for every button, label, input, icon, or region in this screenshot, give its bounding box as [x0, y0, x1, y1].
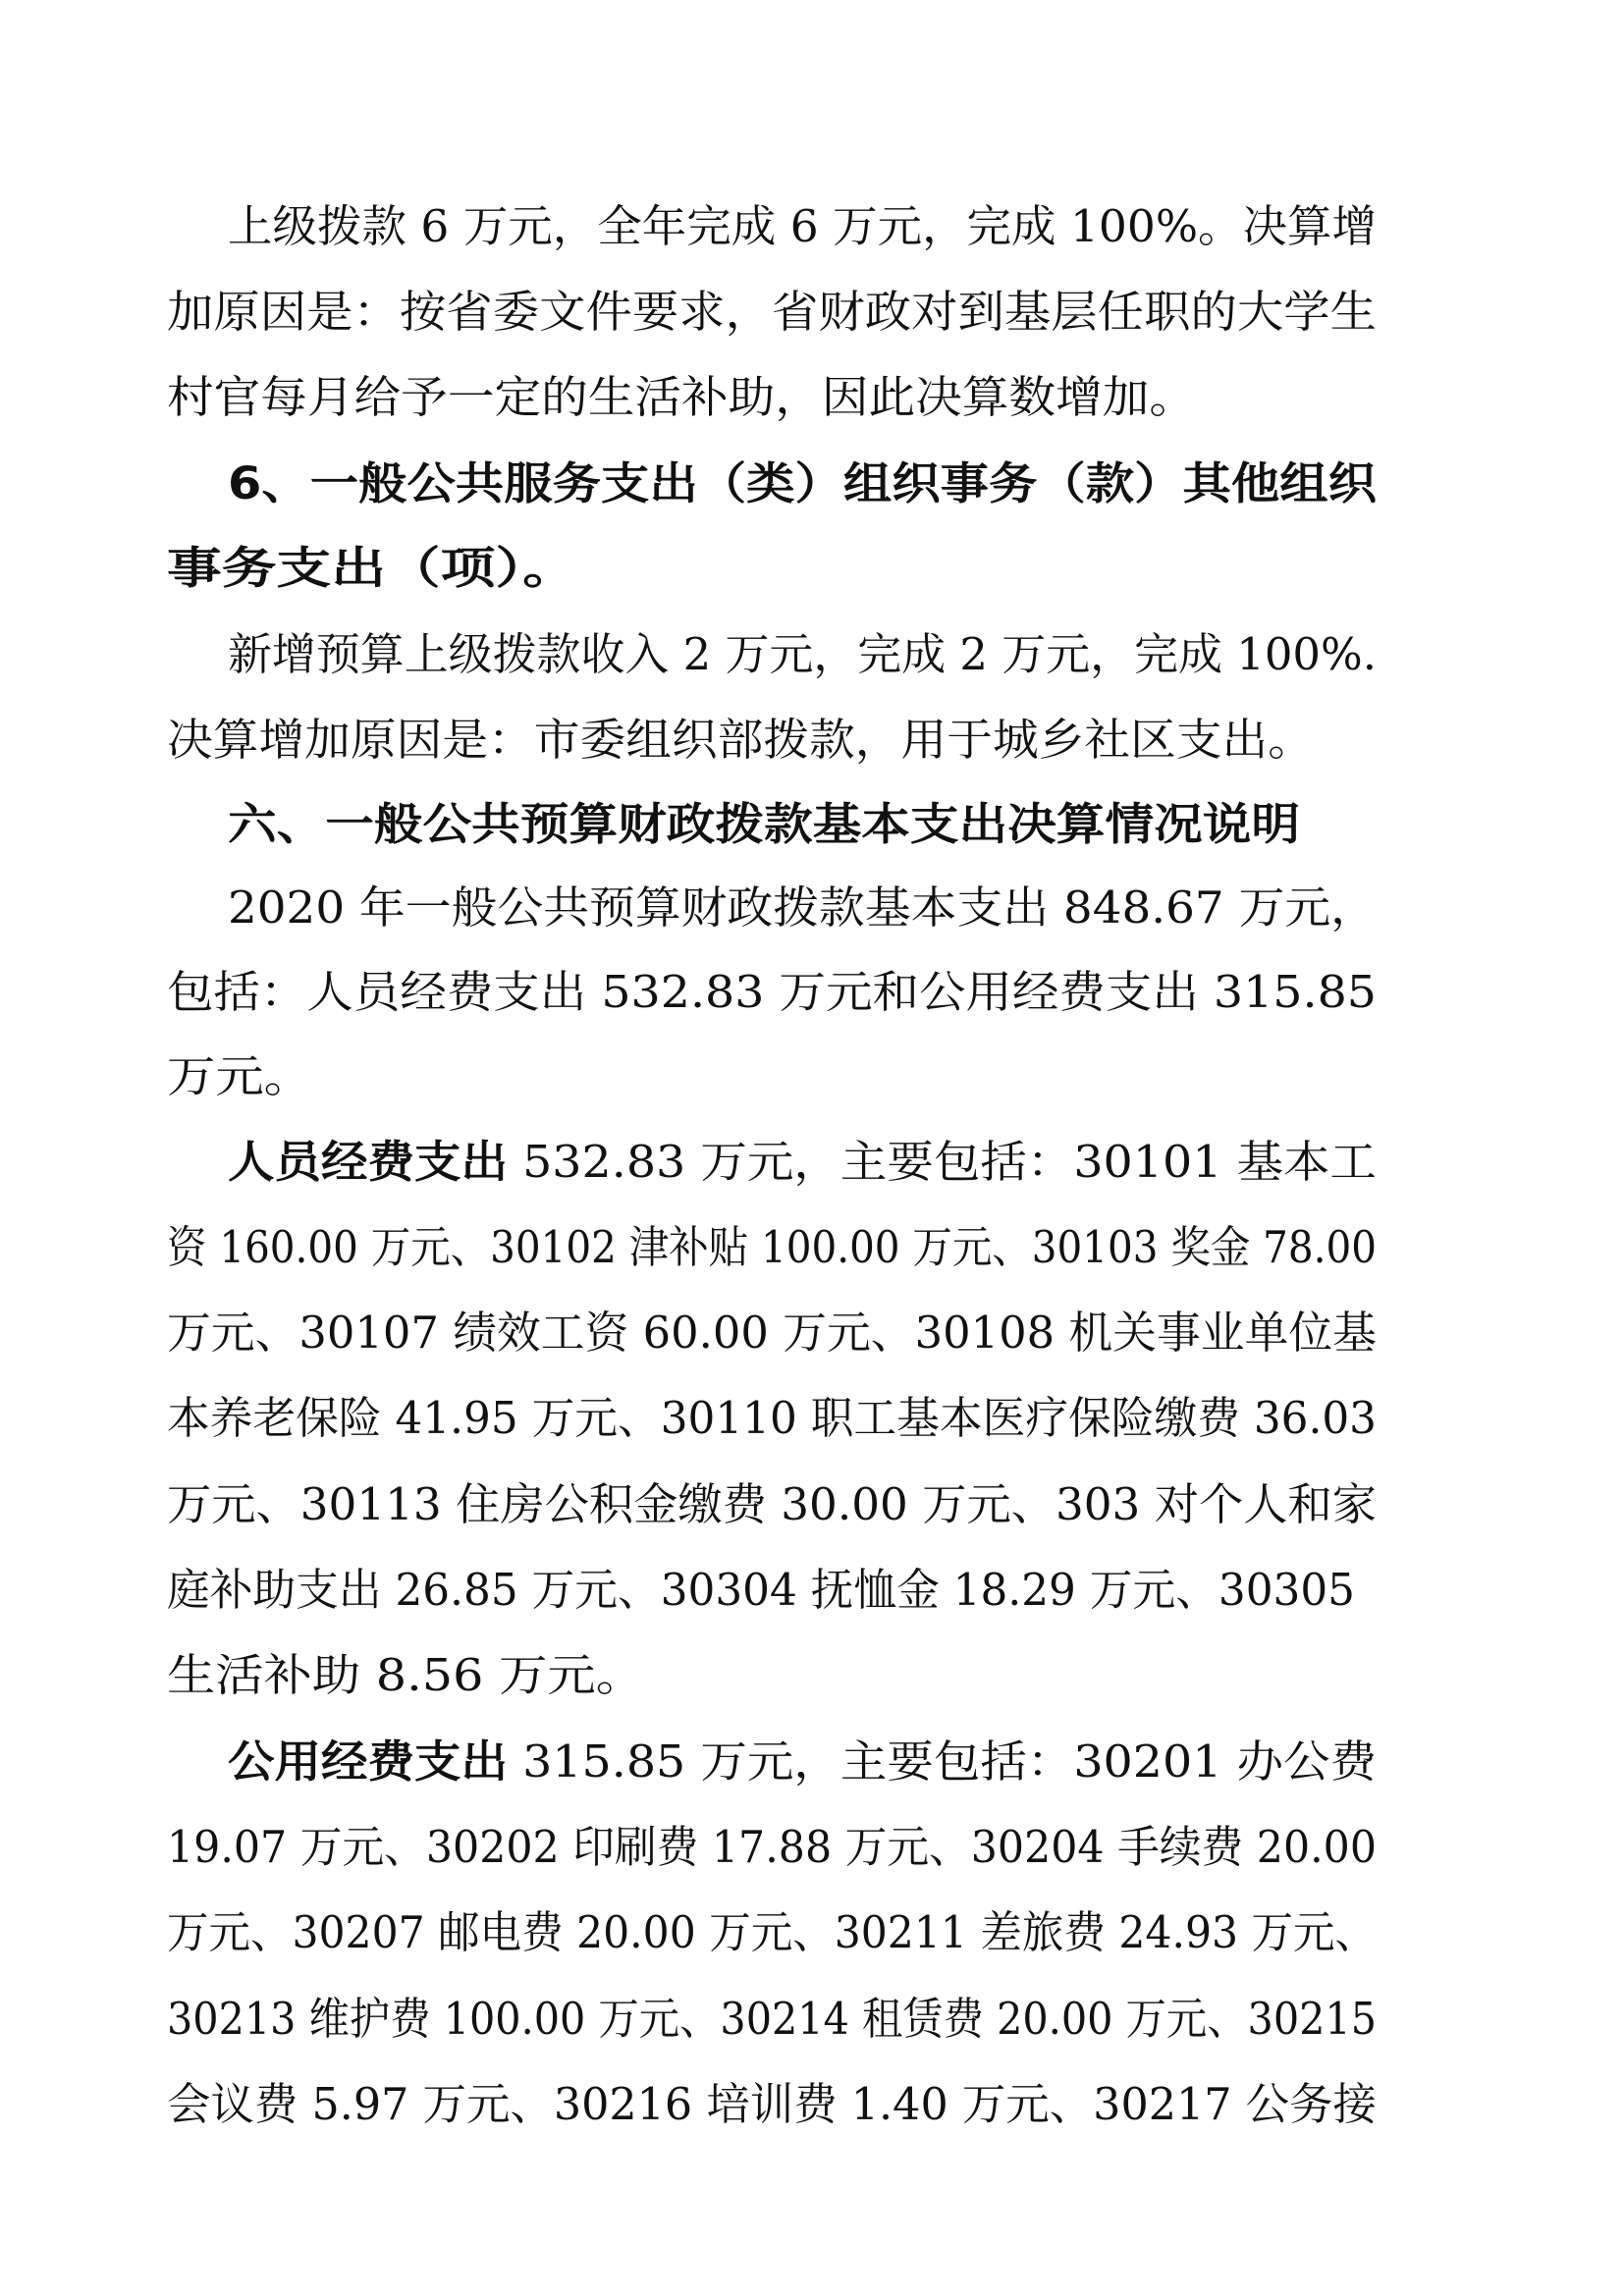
paragraph-line — [0, 1470, 1624, 1539]
paragraph-line — [0, 874, 1624, 942]
line-text: 会议费 5.97 万元、30216 培训费 1.40 万元、30217 公务接 — [167, 2078, 1377, 2130]
line-text: 庭补助支出 26.85 万元、30304 抚恤金 18.29 万元、30305 — [167, 1564, 1355, 1616]
heading-text: 事务支出（项）。 — [167, 542, 577, 594]
paragraph-line — [0, 192, 1624, 261]
paragraph-line — [0, 363, 1624, 432]
line-text-rest: 315.85 万元，主要包括：30201 办公费 — [507, 1735, 1377, 1788]
line-text: 加原因是：按省委文件要求，省财政对到基层任职的大学生 — [167, 286, 1377, 338]
paragraph-line — [0, 1985, 1624, 2054]
paragraph-line — [0, 620, 1624, 689]
section-heading — [0, 790, 1624, 859]
line-text: 2020 年一般公共预算财政拨款基本支出 848.67 万元， — [228, 881, 1377, 934]
line-text: 生活补助 8.56 万元。 — [167, 1649, 644, 1701]
line-text: 本养老保险 41.95 万元、30110 职工基本医疗保险缴费 36.03 — [167, 1392, 1377, 1444]
line-text: 村官每月给予一定的生活补助，因此决算数增加。 — [167, 371, 1196, 423]
section-heading — [0, 450, 1624, 518]
paragraph-line — [0, 706, 1624, 774]
line-text: 30213 维护费 100.00 万元、30214 租赁费 20.00 万元、30215 — [167, 1993, 1377, 2045]
line-text: 万元、30113 住房公积金缴费 30.00 万元、303 对个人和家 — [167, 1478, 1377, 1530]
line-text: 决算增加原因是：市委组织部拨款，用于城乡社区支出。 — [167, 714, 1314, 766]
line-text: 上级拨款 6 万元，全年完成 6 万元，完成 100%。决算增 — [228, 200, 1377, 252]
line-text: 万元。 — [167, 1050, 312, 1102]
line-text: 资 160.00 万元、30102 津补贴 100.00 万元、30103 奖金 78.00 — [167, 1221, 1377, 1273]
paragraph-line — [0, 1128, 1624, 1197]
line-text: 新增预算上级拨款收入 2 万元，完成 2 万元，完成 100%. — [228, 628, 1377, 680]
line-text: 万元、30107 绩效工资 60.00 万元、30108 机关事业单位基 — [167, 1307, 1377, 1359]
line-text-rest: 532.83 万元，主要包括：30101 基本工 — [507, 1136, 1377, 1188]
section-heading — [0, 534, 1624, 603]
line-text: 包括：人员经费支出 532.83 万元和公用经费支出 315.85 — [167, 966, 1377, 1018]
inline-heading: 人员经费支出 — [228, 1136, 508, 1188]
paragraph-line — [0, 1213, 1624, 1282]
paragraph-line — [0, 958, 1624, 1027]
paragraph-line — [0, 1898, 1624, 1967]
paragraph-line — [0, 1299, 1624, 1367]
paragraph-line — [0, 1556, 1624, 1625]
heading-text: 6、一般公共服务支出（类）组织事务（款）其他组织 — [228, 457, 1377, 509]
paragraph-line — [0, 278, 1624, 347]
line-text — [228, 1128, 1377, 1197]
paragraph-line — [0, 1641, 1624, 1710]
inline-heading: 公用经费支出 — [228, 1735, 508, 1788]
paragraph-line — [0, 1384, 1624, 1453]
paragraph-line — [0, 2070, 1624, 2139]
paragraph-line — [0, 1728, 1624, 1796]
paragraph-line — [0, 1042, 1624, 1111]
paragraph-line — [0, 1813, 1624, 1882]
line-text: 19.07 万元、30202 印刷费 17.88 万元、30204 手续费 20.00 — [167, 1821, 1377, 1873]
line-text — [228, 1728, 1377, 1796]
heading-text: 六、一般公共预算财政拨款基本支出决算情况说明 — [228, 798, 1300, 850]
line-text: 万元、30207 邮电费 20.00 万元、30211 差旅费 24.93 万元、 — [167, 1906, 1377, 1958]
